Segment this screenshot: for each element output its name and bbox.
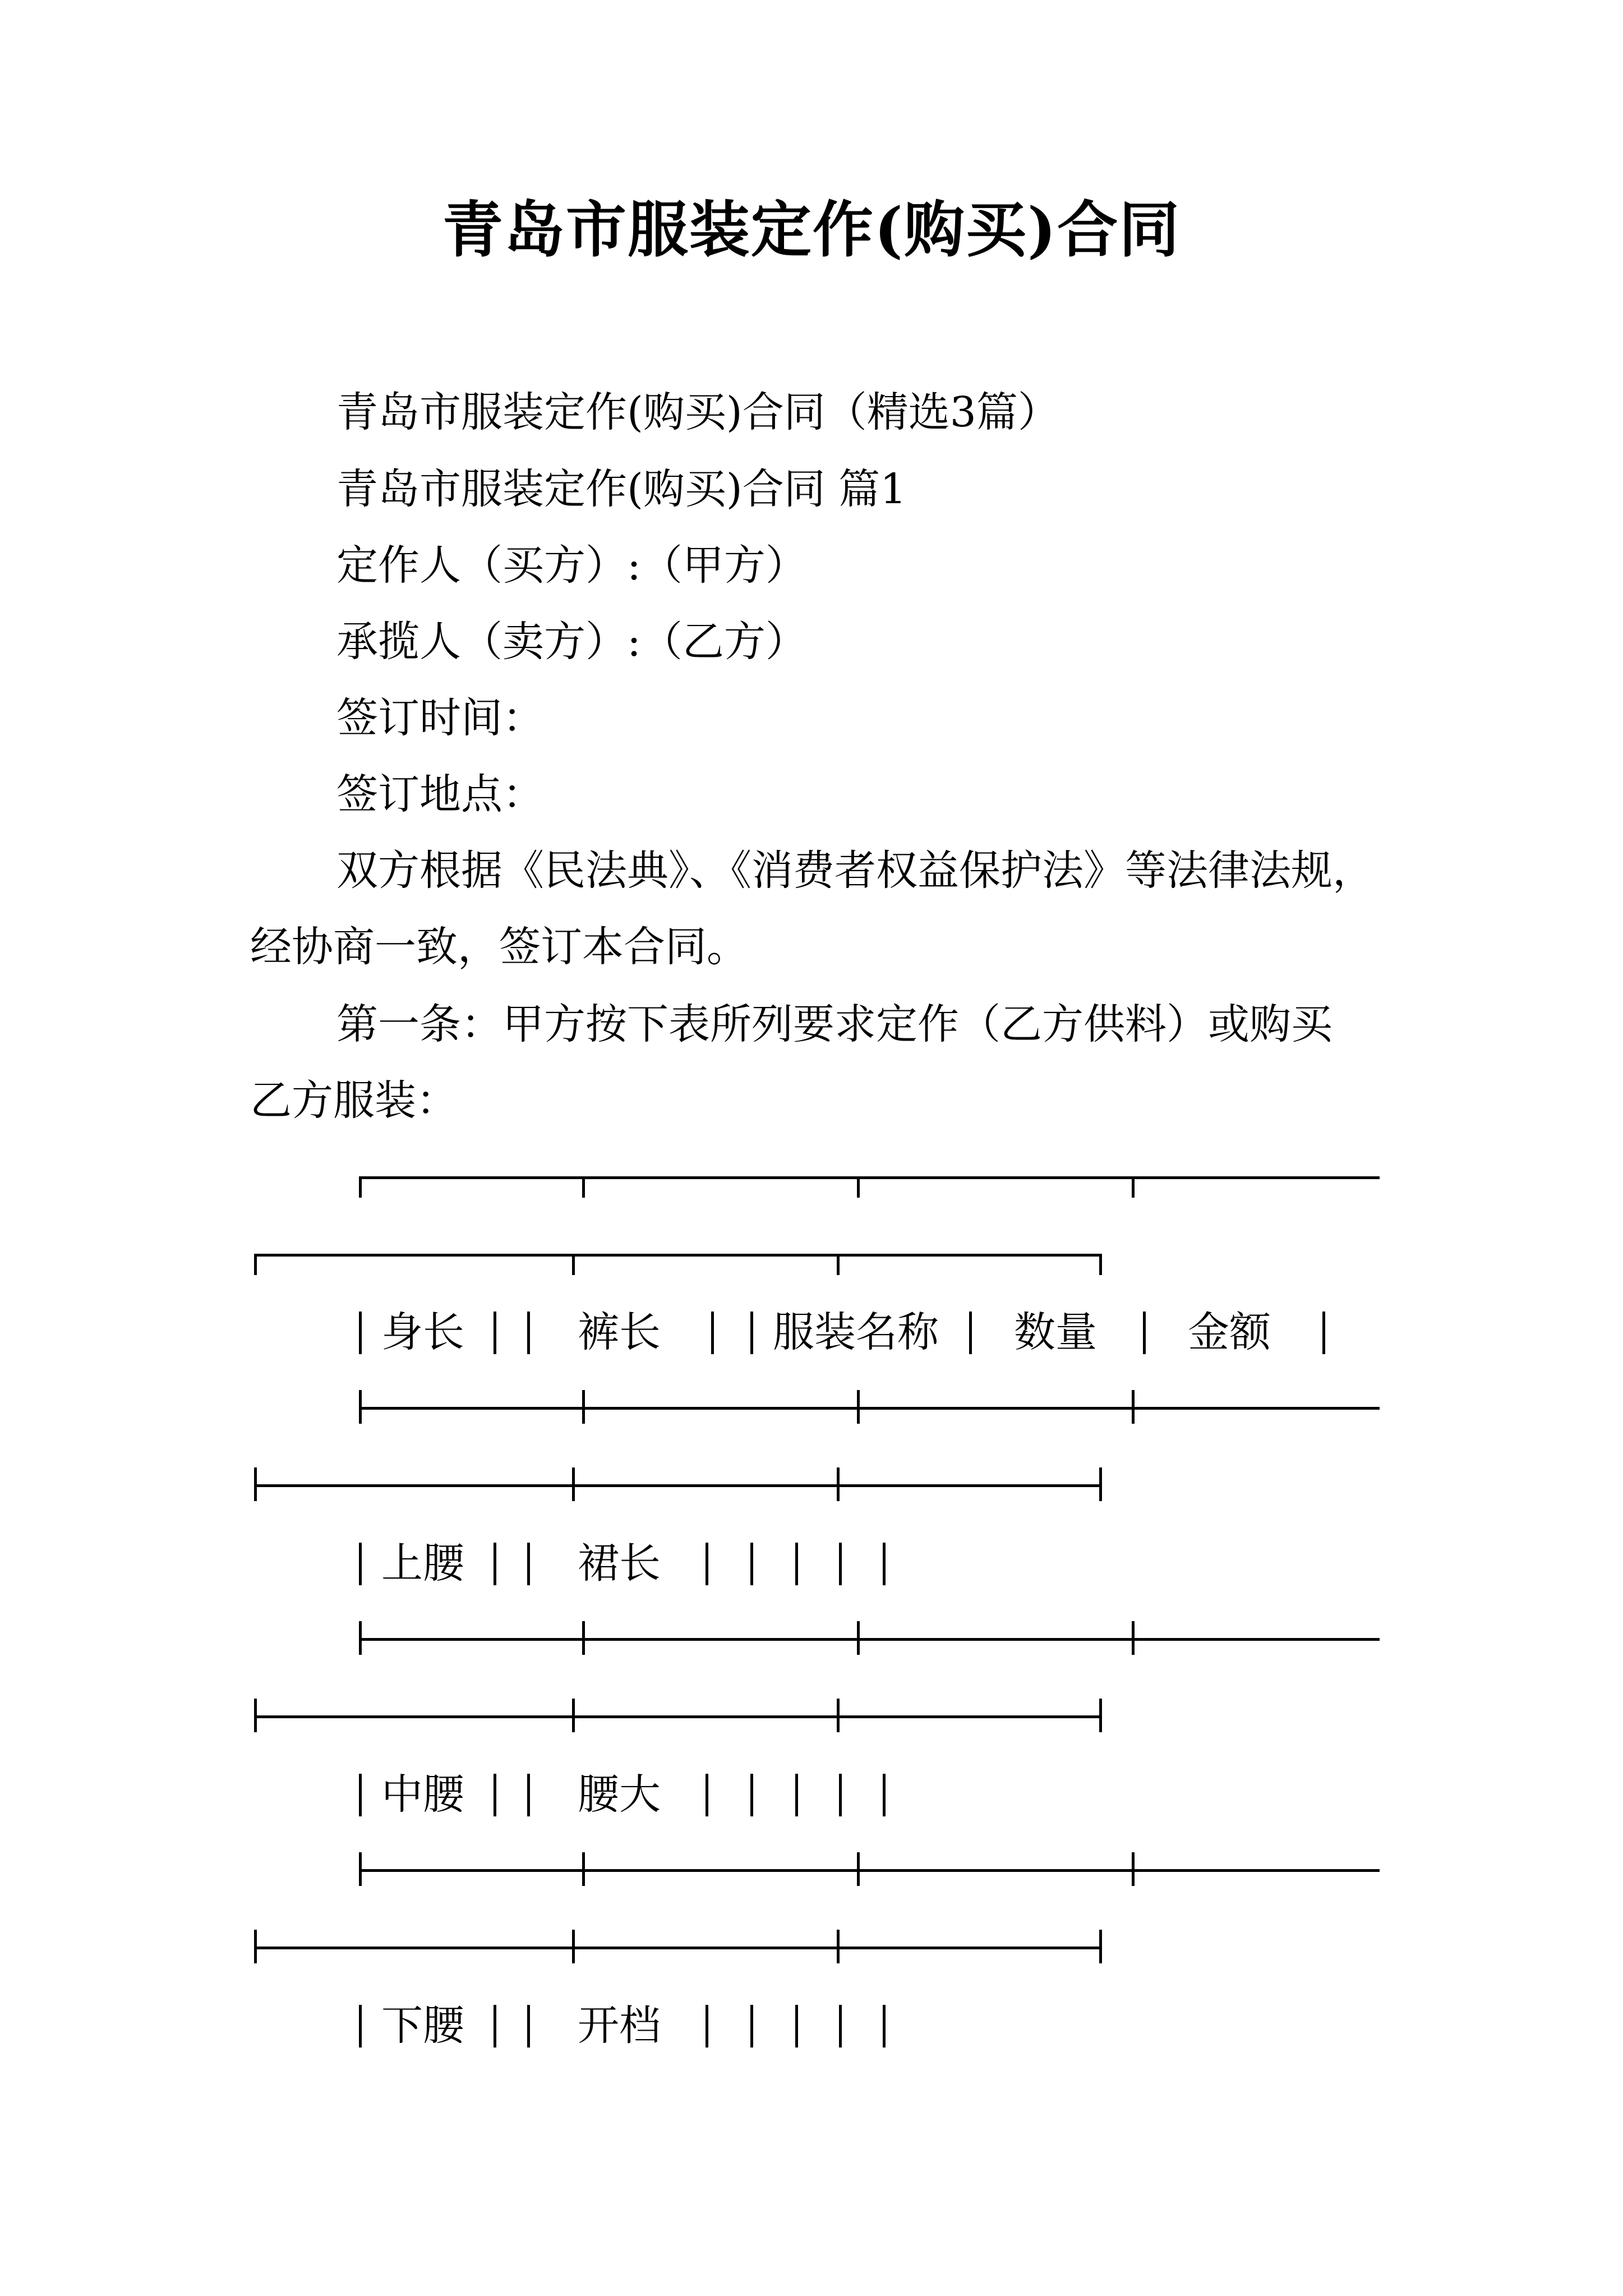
table-bar <box>711 1312 714 1354</box>
table-tick <box>857 1176 860 1198</box>
table-bar <box>839 1543 842 1585</box>
table-bar <box>883 1543 886 1585</box>
table-tick <box>857 1390 860 1424</box>
table-tick <box>1099 1930 1102 1963</box>
table-bar <box>494 2005 496 2047</box>
table-bar <box>1143 1312 1146 1354</box>
table-bar <box>494 1543 496 1585</box>
table-bar <box>795 1774 798 1816</box>
table-bar <box>795 2005 798 2047</box>
table-separator-part-1 <box>359 1638 1380 1641</box>
table-bar <box>795 1543 798 1585</box>
table-bar <box>706 1774 708 1816</box>
table-bar <box>750 1774 753 1816</box>
header-cell-garment-name: 服装名称 <box>773 1308 939 1356</box>
table-tick <box>582 1852 585 1886</box>
table-separator-part-2 <box>254 1484 1101 1487</box>
table-tick <box>582 1390 585 1424</box>
table-tick <box>1099 1467 1102 1501</box>
table-tick <box>572 1467 575 1501</box>
header-cell-amount: 金额 <box>1188 1308 1271 1356</box>
table-top-border-part-2 <box>254 1254 1101 1257</box>
header-cell-quantity: 数量 <box>1014 1308 1097 1356</box>
table-tick <box>837 1254 840 1275</box>
table-bar <box>750 2005 753 2047</box>
subtitle: 青岛市服装定作(购买)合同（精选3篇） <box>336 388 1059 436</box>
table-bar <box>359 1543 362 1585</box>
table-separator-part-2 <box>254 1715 1101 1718</box>
article-1-line-1: 第一条：甲方按下表所列要求定作（乙方供料）或购买 <box>336 1000 1332 1048</box>
row-cell-measure-2: 腰大 <box>578 1770 661 1819</box>
table-tick <box>359 1621 362 1655</box>
table-tick <box>837 1699 840 1732</box>
row-cell-measure: 中腰 <box>381 1770 464 1819</box>
row-cell-measure-2: 开档 <box>578 2001 661 2050</box>
table-tick <box>582 1621 585 1655</box>
table-bar <box>359 1774 362 1816</box>
table-tick <box>1099 1699 1102 1732</box>
table-tick <box>1099 1254 1102 1275</box>
table-corner <box>359 1176 362 1198</box>
table-bar <box>527 1312 530 1354</box>
table-bar <box>527 2005 530 2047</box>
table-separator-part-1 <box>359 1869 1380 1872</box>
table-bar <box>839 1774 842 1816</box>
row-cell-measure: 下腰 <box>381 2001 464 2050</box>
table-tick <box>1132 1621 1135 1655</box>
table-tick <box>1132 1390 1135 1424</box>
table-separator-part-2 <box>254 1947 1101 1949</box>
table-bar <box>839 2005 842 2047</box>
table-bar <box>494 1774 496 1816</box>
table-tick <box>359 1390 362 1424</box>
table-tick <box>837 1467 840 1501</box>
table-tick <box>359 1852 362 1886</box>
table-bar <box>883 1774 886 1816</box>
table-tick <box>582 1176 585 1198</box>
table-tick <box>837 1930 840 1963</box>
table-bar <box>706 1543 708 1585</box>
table-bar <box>494 1312 496 1354</box>
table-tick <box>572 1699 575 1732</box>
party-a-line: 定作人（买方）:（甲方） <box>336 541 807 590</box>
table-top-border-part-1 <box>359 1176 1380 1179</box>
table-tick <box>254 1699 257 1732</box>
table-bar <box>706 2005 708 2047</box>
header-cell-body-length: 身长 <box>381 1308 464 1356</box>
table-tick <box>254 1254 257 1275</box>
table-bar <box>750 1543 753 1585</box>
table-bar <box>359 2005 362 2047</box>
table-bar <box>883 2005 886 2047</box>
table-bar <box>527 1543 530 1585</box>
article-1-line-2: 乙方服装： <box>250 1076 458 1125</box>
table-tick <box>1132 1852 1135 1886</box>
part-heading: 青岛市服装定作(购买)合同 篇1 <box>336 465 907 513</box>
table-tick <box>857 1852 860 1886</box>
table-tick <box>857 1621 860 1655</box>
table-bar <box>750 1312 753 1354</box>
row-cell-measure: 上腰 <box>381 1539 464 1588</box>
table-bar <box>527 1774 530 1816</box>
row-cell-measure-2: 裙长 <box>578 1539 661 1588</box>
basis-paragraph-line-2: 经协商一致，签订本合同。 <box>250 923 748 971</box>
table-tick <box>254 1930 257 1963</box>
table-tick <box>254 1467 257 1501</box>
table-bar <box>359 1312 362 1354</box>
table-tick <box>1132 1176 1135 1198</box>
basis-paragraph-line-1: 双方根据《民法典》、《消费者权益保护法》等法律法规， <box>336 846 1374 895</box>
sign-time-line: 签订时间： <box>336 694 544 742</box>
table-separator-part-1 <box>359 1407 1380 1410</box>
table-tick <box>572 1254 575 1275</box>
header-cell-trouser-length: 裤长 <box>578 1308 661 1356</box>
table-bar <box>1322 1312 1325 1354</box>
table-bar <box>969 1312 972 1354</box>
sign-place-line: 签订地点： <box>336 770 544 818</box>
document-title: 青岛市服装定作(购买)合同 <box>442 195 1181 265</box>
table-tick <box>572 1930 575 1963</box>
party-b-line: 承揽人（卖方）:（乙方） <box>336 618 807 666</box>
